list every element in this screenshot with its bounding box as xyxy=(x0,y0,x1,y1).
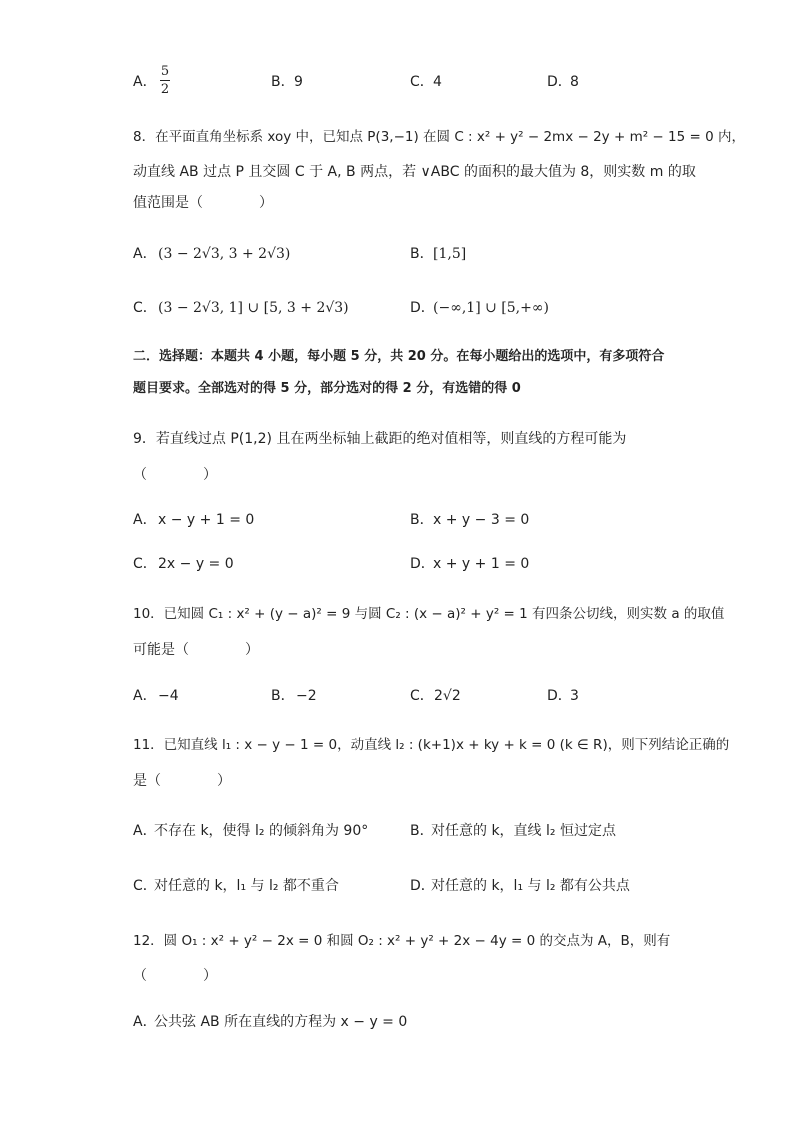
q8-option-b-value: [1,5] xyxy=(433,246,467,262)
q7-option-d-letter: D． xyxy=(547,74,572,90)
q10-option-a-value: −4 xyxy=(158,688,179,704)
q9-option-b-value: x + y − 3 = 0 xyxy=(433,512,530,528)
q10-option-b-letter: B． xyxy=(271,688,295,704)
q9-option-c-value: 2x − y = 0 xyxy=(158,556,234,572)
q10-stem-line-2: 可能是（ ） xyxy=(133,642,259,658)
q8-option-a-value: (3 − 2√3, 3 + 2√3) xyxy=(158,246,291,262)
q9-option-a-value: x − y + 1 = 0 xyxy=(158,512,255,528)
q11-option-d-letter: D． xyxy=(410,878,435,894)
q9-option-b-letter: B． xyxy=(410,512,434,528)
q10-option-d-value: 3 xyxy=(570,688,579,704)
q8-option-c-letter: C． xyxy=(133,300,157,316)
q7-option-a-letter: A． xyxy=(133,74,157,90)
q9-option-c-letter: C． xyxy=(133,556,157,572)
q9-option-d-value: x + y + 1 = 0 xyxy=(433,556,530,572)
q7-option-a-denominator: 2 xyxy=(160,82,170,97)
q7-option-d-value: 8 xyxy=(570,74,579,90)
section-2-line-1: 二．选择题：本题共 4 小题，每小题 5 分，共 20 分。在每小题给出的选项中，有多项符合 xyxy=(133,349,665,364)
q8-option-c-value: (3 − 2√3, 1] ∪ [5, 3 + 2√3) xyxy=(158,300,349,316)
q7-option-c-value: 4 xyxy=(433,74,442,90)
q8-stem-line-2: 动直线 AB 过点 P 且交圆 C 于 A, B 两点，若 ∨ABC 的面积的最大值为 8，则实数 m 的取 xyxy=(133,164,696,180)
q10-option-d-letter: D． xyxy=(547,688,572,704)
q10-option-c-value: 2√2 xyxy=(434,688,461,704)
q8-option-d-value: (−∞,1] ∪ [5,+∞) xyxy=(433,300,549,316)
q11-option-b-letter: B． xyxy=(410,823,434,839)
q9-option-a-letter: A． xyxy=(133,512,157,528)
q11-option-b-value: 对任意的 k，直线 l₂ 恒过定点 xyxy=(431,823,616,839)
q7-option-a-numerator: 5 xyxy=(160,64,170,79)
q11-option-a-letter: A． xyxy=(133,823,157,839)
q10-option-a-letter: A． xyxy=(133,688,157,704)
q7-option-a-fraction xyxy=(160,64,170,97)
q8-stem-line-1: 8．在平面直角坐标系 xoy 中，已知点 P(3,−1) 在圆 C : x² + y² − 2mx − 2y + m² − 15 = 0 内， xyxy=(133,129,745,145)
q11-option-c-value: 对任意的 k，l₁ 与 l₂ 都不重合 xyxy=(154,878,339,894)
q12-option-a-value: 公共弦 AB 所在直线的方程为 x − y = 0 xyxy=(154,1014,408,1030)
q10-stem-line-1: 10．已知圆 C₁ : x² + (y − a)² = 9 与圆 C₂ : (x − a)² + y² = 1 有四条公切线，则实数 a 的取值 xyxy=(133,606,725,622)
q7-option-c-letter: C． xyxy=(410,74,434,90)
q8-stem-line-3: 值范围是（ ） xyxy=(133,195,273,211)
q9-stem-line-1: 9．若直线过点 P(1,2) 且在两坐标轴上截距的绝对值相等，则直线的方程可能为 xyxy=(133,431,627,447)
q8-option-b-letter: B． xyxy=(410,246,434,262)
q11-option-d-value: 对任意的 k，l₁ 与 l₂ 都有公共点 xyxy=(431,878,630,894)
q12-option-a-letter: A． xyxy=(133,1014,157,1030)
q9-stem-line-2: （ ） xyxy=(133,467,217,483)
q12-stem-line-1: 12．圆 O₁ : x² + y² − 2x = 0 和圆 O₂ : x² + y² + 2x − 4y = 0 的交点为 A，B，则有 xyxy=(133,933,671,949)
section-2-line-2: 题目要求。全部选对的得 5 分，部分选对的得 2 分，有选错的得 0 xyxy=(133,381,521,396)
q11-stem-line-2: 是（ ） xyxy=(133,773,231,789)
q11-option-a-value: 不存在 k，使得 l₂ 的倾斜角为 90° xyxy=(154,823,369,839)
q7-option-b-letter: B． xyxy=(271,74,295,90)
q7-option-b-value: 9 xyxy=(294,74,303,90)
q8-option-a-letter: A． xyxy=(133,246,157,262)
fraction-bar xyxy=(160,80,170,81)
q8-option-d-letter: D． xyxy=(410,300,435,316)
q10-option-b-value: −2 xyxy=(296,688,317,704)
q12-stem-line-2: （ ） xyxy=(133,968,217,984)
q10-option-c-letter: C． xyxy=(410,688,434,704)
q11-option-c-letter: C． xyxy=(133,878,157,894)
q11-stem-line-1: 11．已知直线 l₁ : x − y − 1 = 0，动直线 l₂ : (k+1)x + ky + k = 0 (k ∈ R)，则下列结论正确的 xyxy=(133,737,730,753)
q9-option-d-letter: D． xyxy=(410,556,435,572)
